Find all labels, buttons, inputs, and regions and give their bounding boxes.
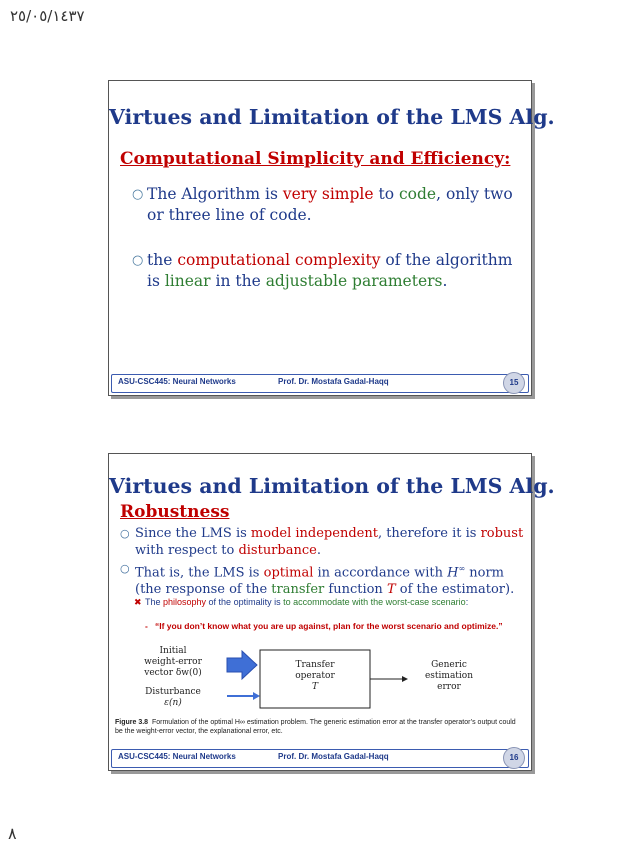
text: of the optimality is	[206, 597, 284, 607]
footer-course: ASU-CSC445: Neural Networks	[118, 752, 236, 761]
text: , therefore it is	[377, 526, 481, 541]
sub-bullet-philosophy	[134, 596, 521, 609]
text: of the estimator).	[395, 582, 515, 598]
circle-bullet-icon: ○	[120, 527, 130, 540]
text: .	[316, 543, 321, 558]
slide-title: Virtues and Limitation of the LMS Alg.	[109, 474, 555, 498]
box-label: Transfer operator T	[295, 660, 335, 692]
input-label-weight-error: Initial weight-error vector δw(0)	[144, 646, 202, 678]
text: with respect to	[135, 543, 239, 558]
text: Since the LMS is	[135, 526, 251, 541]
input-arrow-icon	[227, 651, 257, 679]
caption-text: Formulation of the optimal H∞ estimation problem. The generic estimation error at the transfer operator’s output could be the weight-error vector, the explanational error, etc.	[115, 719, 516, 735]
text: That is, the LMS is	[135, 565, 264, 581]
math-t: T	[386, 582, 396, 598]
text: The	[145, 597, 164, 607]
text: :	[465, 597, 469, 607]
quote-bullet	[145, 621, 511, 632]
emphasis-text: philosophy	[163, 597, 207, 607]
input-label-disturbance: Disturbance ε(n)	[145, 687, 201, 708]
circle-bullet-icon: ○	[132, 187, 144, 202]
bullet-model-independent	[120, 525, 525, 559]
bullet-complexity	[132, 250, 517, 292]
slide-title: Virtues and Limitation of the LMS Alg.	[109, 105, 555, 129]
output-arrow-head-icon	[402, 676, 408, 682]
emphasis-text: code	[398, 185, 437, 203]
emphasis-text: very simple	[282, 185, 374, 203]
emphasis-text: adjustable parameters	[265, 272, 443, 290]
emphasis-text: model independent	[250, 526, 378, 541]
emphasis-text: linear	[164, 272, 211, 290]
slide-15	[108, 80, 555, 396]
page-number: ٨	[8, 824, 17, 843]
text: in accordance with	[313, 565, 448, 581]
cross-bullet-icon: ✖	[134, 597, 142, 607]
quote-text: “If you don’t know what you are up against, plan for the worst scenario and optimize.”	[155, 621, 503, 631]
slide-number-badge: 15	[503, 372, 525, 394]
circle-bullet-icon: ○	[132, 253, 144, 268]
emphasis-text: disturbance	[238, 543, 317, 558]
emphasis-text: robust	[480, 526, 524, 541]
footer-author: Prof. Dr. Mostafa Gadal-Haqq	[278, 377, 389, 386]
circle-bullet-icon: ○	[120, 562, 130, 575]
emphasis-text: to accommodate with the worst-case scenario	[283, 597, 466, 607]
math-h: H	[447, 565, 459, 581]
footer-course: ASU-CSC445: Neural Networks	[118, 377, 236, 386]
section-heading: Robustness	[120, 502, 230, 522]
text: , only two or three line of code.	[147, 185, 513, 224]
header-date: ٢٥/٠٥/١٤٣٧	[10, 7, 85, 25]
output-label: Generic estimation error	[424, 660, 474, 692]
figure-label: Figure 3.8	[115, 719, 149, 726]
text: The Algorithm is	[147, 185, 283, 203]
footer-author: Prof. Dr. Mostafa Gadal-Haqq	[278, 752, 389, 761]
text: of the algorithm is	[147, 251, 513, 290]
text: to	[373, 185, 399, 203]
bullet-simplicity	[132, 184, 517, 226]
figure-caption	[115, 718, 525, 736]
slide-footer	[111, 374, 529, 393]
emphasis-text: computational complexity	[177, 251, 381, 269]
slide-number-badge: 16	[503, 747, 525, 769]
text: the	[147, 251, 178, 269]
emphasis-text: transfer	[271, 582, 325, 598]
section-heading: Computational Simplicity and Efficiency:	[120, 149, 511, 169]
text: function	[324, 582, 387, 598]
text: in the	[210, 272, 266, 290]
dash-bullet-icon: -	[145, 621, 148, 631]
slide-16	[108, 453, 555, 771]
emphasis-text: optimal	[263, 565, 314, 581]
math-infinity: ∞	[458, 564, 466, 573]
bullet-optimal	[120, 560, 525, 598]
disturbance-arrow-head-icon	[253, 692, 260, 700]
text: norm (the response of the	[135, 565, 504, 598]
slide-footer	[111, 749, 529, 768]
text: .	[442, 272, 448, 290]
transfer-operator-diagram	[117, 648, 525, 714]
